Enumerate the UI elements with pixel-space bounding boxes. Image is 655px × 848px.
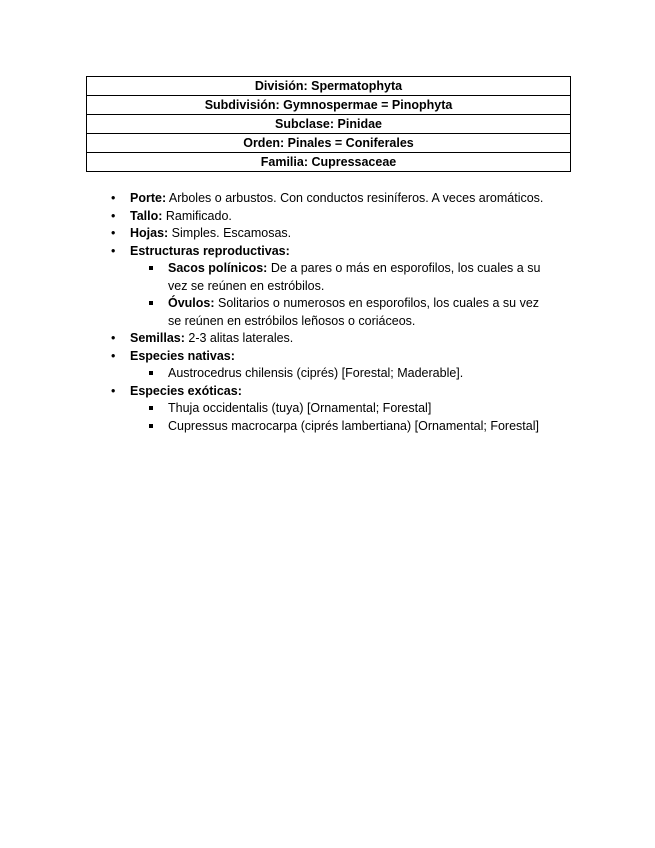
- table-row: [87, 115, 571, 134]
- bullet-icon: •: [111, 208, 116, 223]
- sub-item-label: Sacos polínicos:: [168, 261, 268, 275]
- list-item-estructuras: [0, 243, 655, 331]
- list-item-semillas: [0, 330, 655, 348]
- characteristics-list: [0, 190, 655, 435]
- square-bullet-icon: [149, 406, 153, 410]
- sub-list: [130, 400, 595, 435]
- table-row: [87, 96, 571, 115]
- item-label: Tallo:: [130, 208, 163, 223]
- list-item-porte: [0, 190, 655, 208]
- bullet-icon: •: [111, 226, 116, 240]
- bullet-icon: •: [111, 243, 116, 258]
- table-row: [87, 153, 571, 172]
- sub-item-species: [168, 400, 595, 418]
- item-label: Estructuras reproductivas:: [130, 243, 290, 258]
- taxonomy-subdivision: Subdivisión: Gymnospermae = Pinophyta: [87, 96, 571, 115]
- sub-item-species: [168, 365, 595, 383]
- sub-item-sacos: [168, 260, 595, 295]
- taxonomy-order: Orden: Pinales = Coniferales: [87, 134, 571, 153]
- bullet-icon: •: [111, 383, 116, 398]
- bullet-icon: •: [111, 348, 116, 363]
- item-label: Especies nativas:: [130, 348, 235, 363]
- list-item-hojas: [0, 225, 655, 243]
- sub-list: [130, 365, 595, 383]
- item-label: Especies exóticas:: [130, 383, 242, 398]
- item-text: Ramificado.: [162, 208, 232, 223]
- item-text: Arboles o arbustos. Con conductos resiníferos. A veces aromáticos.: [166, 191, 544, 205]
- item-label: Porte:: [130, 191, 167, 205]
- bullet-icon: •: [111, 191, 116, 205]
- bullet-icon: •: [111, 331, 116, 345]
- list-item-nativas: [0, 348, 655, 383]
- characteristics-section: [0, 190, 655, 435]
- table-row: [87, 134, 571, 153]
- sub-item-ovulos: [168, 295, 595, 330]
- list-item-tallo: [0, 208, 655, 226]
- species-text: Thuja occidentalis (tuya) [Ornamental; Forestal]: [168, 401, 432, 415]
- item-label: Hojas:: [130, 226, 169, 240]
- sub-item-label: Óvulos:: [168, 296, 215, 310]
- sub-list: [130, 260, 595, 330]
- square-bullet-icon: [149, 371, 153, 375]
- sub-item-species: [168, 418, 595, 436]
- taxonomy-division: División: Spermatophyta: [87, 77, 571, 96]
- sub-item-text: Solitarios o numerosos en esporofilos, los cuales a su vez se reúnen en estróbilos leñosos o coriáceos.: [168, 296, 540, 328]
- square-bullet-icon: [149, 301, 153, 305]
- species-text: Cupressus macrocarpa (ciprés lambertiana) [Ornamental; Forestal]: [168, 418, 539, 433]
- item-text: Simples. Escamosas.: [168, 226, 292, 240]
- square-bullet-icon: [149, 424, 153, 428]
- species-text: Austrocedrus chilensis (ciprés) [Forestal; Maderable].: [168, 366, 464, 380]
- taxonomy-family: Familia: Cupressaceae: [87, 153, 571, 172]
- taxonomy-table: [86, 76, 571, 172]
- list-item-exoticas: [0, 383, 655, 436]
- item-text: 2-3 alitas laterales.: [184, 331, 294, 345]
- taxonomy-subclass: Subclase: Pinidae: [87, 115, 571, 134]
- item-label: Semillas:: [130, 331, 185, 345]
- table-row: [87, 77, 571, 96]
- square-bullet-icon: [149, 266, 153, 270]
- sub-item-text: De a pares o más en esporofilos, los cuales a su vez se reúnen en estróbilos.: [168, 261, 541, 293]
